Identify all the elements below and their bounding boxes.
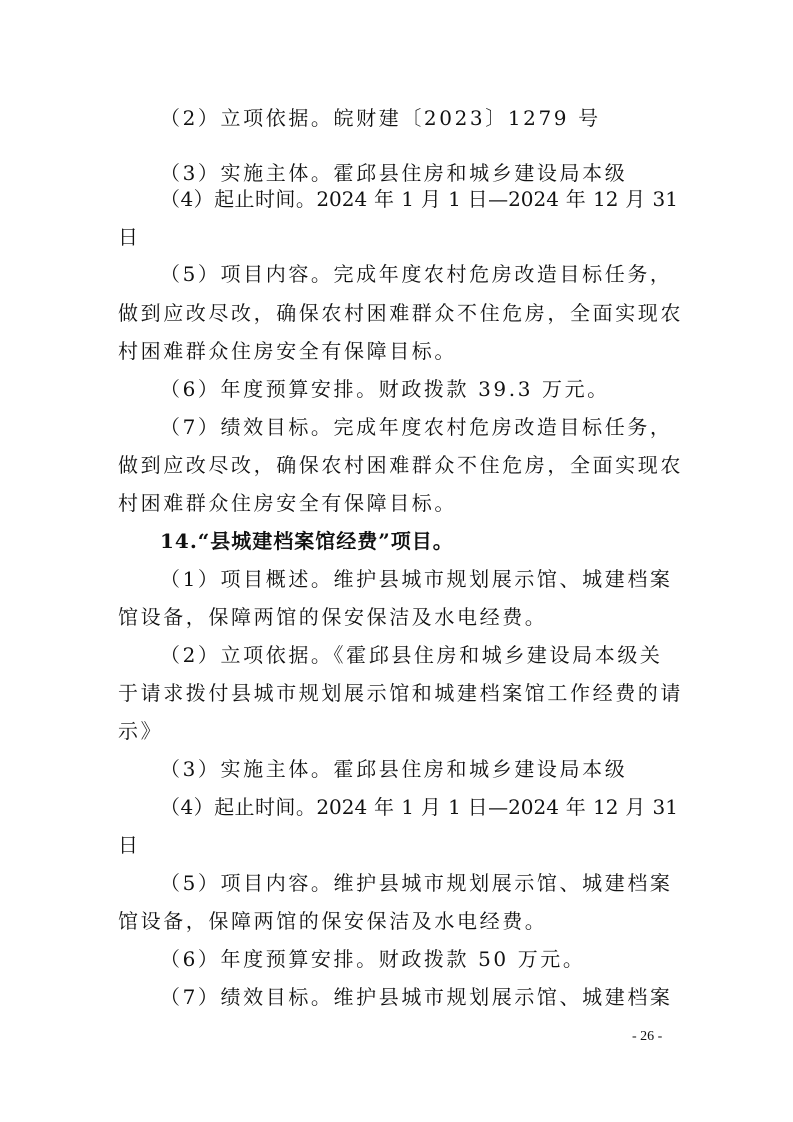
text-line: （1）项目概述。维护县城市规划展示馆、城建档案 (160, 567, 673, 591)
text-line: 日 (118, 833, 141, 857)
text-line: 馆设备，保障两馆的保安保洁及水电经费。 (118, 909, 548, 933)
text-line: （7）绩效目标。维护县城市规划展示馆、城建档案 (160, 985, 673, 1009)
section-heading: 14.“县城建档案馆经费”项目。 (160, 529, 454, 553)
text-line: 示》 (118, 719, 164, 743)
text-line: 做到应改尽改，确保农村困难群众不住危房，全面实现农 (118, 301, 683, 325)
text-line: （3）实施主体。霍邱县住房和城乡建设局本级 (160, 757, 628, 781)
text-line: 村困难群众住房安全有保障目标。 (118, 339, 457, 363)
text-line: （5）项目内容。完成年度农村危房改造目标任务， (160, 262, 673, 286)
text-line: （4）起止时间。2024 年 1 月 1 日—2024 年 12 月 31 (160, 187, 678, 211)
text-line: （6）年度预算安排。财政拨款 39.3 万元。 (160, 377, 610, 401)
text-line: 于请求拨付县城市规划展示馆和城建档案馆工作经费的请 (118, 681, 683, 705)
text-line: 日 (118, 225, 141, 249)
text-line: （5）项目内容。维护县城市规划展示馆、城建档案 (160, 871, 673, 895)
text-line: （6）年度预算安排。财政拨款 50 万元。 (160, 947, 586, 971)
text-line: 村困难群众住房安全有保障目标。 (118, 491, 457, 515)
text-line: （4）起止时间。2024 年 1 月 1 日—2024 年 12 月 31 (160, 795, 678, 819)
page-number: - 26 - (632, 1029, 663, 1044)
text-line: （2）立项依据。皖财建〔2023〕1279 号 (160, 106, 601, 130)
text-line: （3）实施主体。霍邱县住房和城乡建设局本级 (160, 161, 628, 185)
text-line: （2）立项依据。《霍邱县住房和城乡建设局本级关 (160, 643, 663, 667)
text-line: 馆设备，保障两馆的保安保洁及水电经费。 (118, 605, 548, 629)
text-line: （7）绩效目标。完成年度农村危房改造目标任务， (160, 415, 673, 439)
text-line: 做到应改尽改，确保农村困难群众不住危房，全面实现农 (118, 453, 683, 477)
